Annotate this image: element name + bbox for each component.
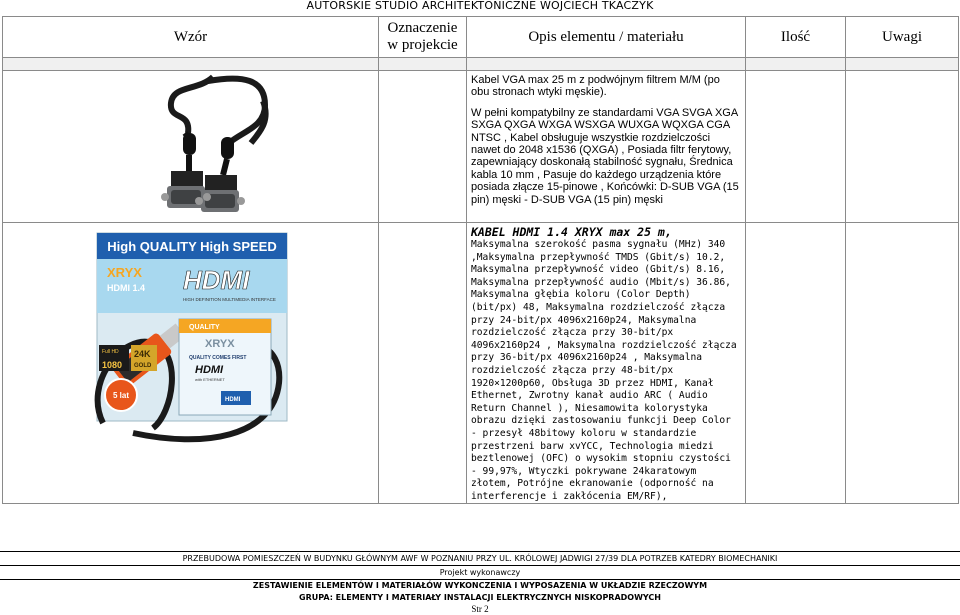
col-header-wzor: Wzór (3, 17, 379, 58)
spacer-row (3, 58, 959, 71)
package-inner-ethernet: with ETHERNET (195, 377, 225, 382)
footer-divider-1 (0, 565, 960, 566)
col-header-ilosc: Ilość (746, 17, 846, 58)
hdmi-description (467, 223, 745, 503)
hdmi-package-image (3, 223, 379, 459)
vga-notes-cell (846, 71, 959, 223)
hdmi-package-image-cell (3, 223, 379, 504)
footer-statement-title: ZESTAWIENIE ELEMENTÓW I MATERIAŁÓW WYKONCZENIA I WYPOSAZENIA W UKŁADZIE RZECZOWYM (252, 581, 708, 590)
footer-divider-top (0, 551, 960, 552)
vga-quantity-cell (746, 71, 846, 223)
table-row (3, 71, 959, 223)
vga-cable-image (3, 71, 379, 222)
package-badge-gold: GOLD (134, 363, 152, 369)
hdmi-designation-cell (379, 223, 467, 504)
vga-description-intro: Kabel VGA max 25 m z podwójnym filtrem M/M (po obu stronach wtyki męskie). (471, 74, 720, 99)
vga-cable-image-cell (3, 71, 379, 223)
package-hdmi-logo: HDMI (183, 265, 250, 295)
col-header-opis: Opis elementu / materiału (467, 17, 746, 58)
footer-page-number: Str 2 (471, 604, 489, 614)
package-warranty-badge: 5 lat (112, 391, 130, 400)
package-inner-logo: HDMI (195, 364, 224, 376)
hdmi-description-body: Maksymalna szerokość pasma sygnału (MHz) 340 ,Maksymalna przepływność TMDS (Gbit/s) 10.2, Maksymalna przepływność video (Gbit/s) 8.16, Maksymalna przepływność audio (Mbit/s) 36.86, Maksymalna głębia koloru (Color Depth) (bit/px) 48, Maksymalna rozdzielczość złącza przy 24-bit/px 4096x2160p24, Maksymalna rozdzielczość złącza przy 30-bit/px 4096x2160p24 , Maksymalna rozdzielczość złącza przy 36-bit/px 4096x2160p24 , Maksymalna rozdzielczość złącza przy 48-bit/px 1920×1200p60, Obsługa 3D przez HDMI, Kanał Ethernet, Zwrotny kanał audio ARC ( Audio Return Channel ), Niesamowita kolorystyka obrazu dzięki zastosowaniu funkcji Deep Color - przesył 48bitowy koloru w standardzie przestrzeni barw xvYCC, Technologia miedzi beztlenowej (OFC) o wysokim stopniu czystości - 99,97%, Wtyczki pokrywane 24karatowym złotem, Potrójne ekranowanie (odporność na interferencje i zakłócenia EM/RF), (471, 239, 737, 502)
package-inner-brand: XRYX (205, 338, 235, 350)
studio-header: AUTORSKIE STUDIO ARCHITEKTONICZNE WOJCIECH TKACZYK (306, 0, 654, 12)
table-row (3, 223, 959, 504)
col-header-uwagi: Uwagi (846, 17, 959, 58)
footer-project-name: PRZEBUDOWA POMIESZCZEŃ W BUDYNKU GŁÓWNYM AWF W POZNANIU PRZY UL. KRÓLOWEJ JADWIGI 27/39 DLA POTRZEB KATEDRY BIOMECHANIKI (182, 554, 778, 563)
package-banner: High QUALITY High SPEED (107, 239, 277, 254)
hdmi-notes-cell (846, 223, 959, 504)
vga-description-cell (467, 71, 746, 223)
package-inner-small-logo: HDMI (225, 397, 241, 403)
table-header-row (3, 17, 959, 58)
package-inner-comes-first: QUALITY COMES FIRST (189, 355, 247, 361)
footer-divider-2 (0, 579, 960, 580)
hdmi-quantity-cell (746, 223, 846, 504)
package-badge-full-hd: Full HD (102, 349, 119, 355)
package-badge-1080: 1080 (102, 360, 123, 370)
package-tagline: HIGH DEFINITION MULTIMEDIA INTERFACE (183, 297, 276, 302)
hdmi-description-title: KABEL HDMI 1.4 XRYX max 25 m, (471, 225, 672, 239)
materials-table (2, 16, 959, 504)
hdmi-description-cell (467, 223, 746, 504)
col-header-oznaczenie: Oznaczenie w projekcie (379, 17, 467, 58)
footer-group: GRUPA: ELEMENTY I MATERIAŁY INSTALACJI ELEKTRYCZNYCH NISKOPRADOWYCH (299, 593, 661, 602)
package-brand: XRYX (107, 265, 142, 280)
package-inner-quality: QUALITY (189, 324, 220, 331)
package-badge-24k: 24K (134, 349, 151, 359)
package-model: HDMI 1.4 (107, 283, 146, 293)
footer-project-type: Projekt wykonawczy (439, 568, 521, 577)
vga-description-details: W pełni kompatybilny ze standardami VGA SVGA XGA SXGA QXGA WXGA WSXGA WUXGA WQXGA CGA NTSC , Kabel obsługuje wszystkie rozdzielczości nawet do 2048 x1536 (QXGA) , Posiada filtr ferytowy, zapewniający doskonałą stabilność sygnału, Średnica kabla 10 mm , Pasuje do każdego urządzenia które posiada złącze 15-pinowe , Końcówki: D-SUB VGA (15 pin) męski - D-SUB VGA (15 pin) męski (471, 106, 739, 206)
vga-description (467, 71, 745, 206)
vga-designation-cell (379, 71, 467, 223)
